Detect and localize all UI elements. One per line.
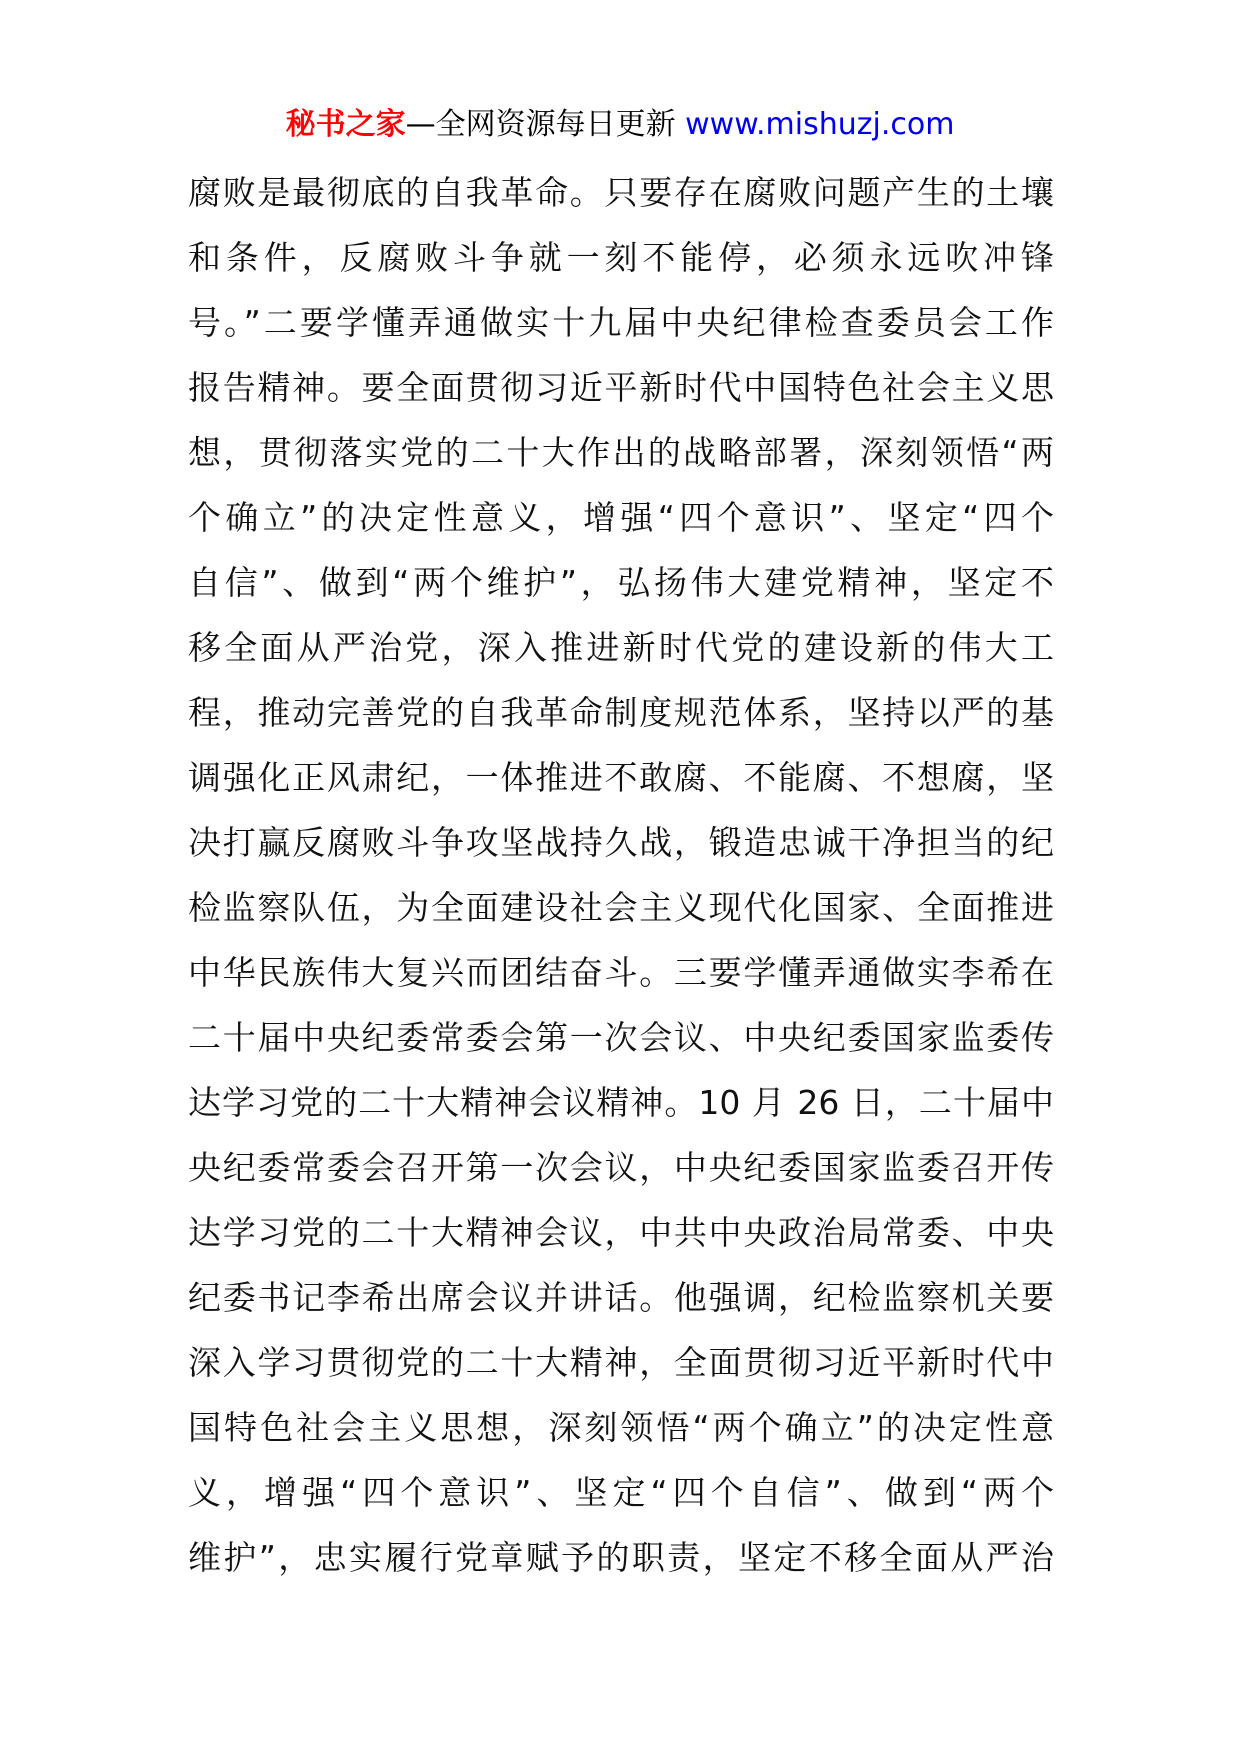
header-brand: 秘书之家 bbox=[285, 107, 406, 142]
text-line: 中华民族伟大复兴而团结奋斗。三要学懂弄通做实李希在 bbox=[188, 953, 1054, 992]
document-body bbox=[188, 160, 1054, 1590]
text-line: 二十届中央纪委常委会第一次会议、中央纪委国家监委传 bbox=[188, 1018, 1054, 1057]
text-line: 想，贯彻落实党的二十大作出的战略部署，深刻领悟“两 bbox=[188, 433, 1054, 472]
text-line: 纪委书记李希出席会议并讲话。他强调，纪检监察机关要 bbox=[188, 1278, 1054, 1317]
text-line: 维护”，忠实履行党章赋予的职责，坚定不移全面从严治 bbox=[188, 1538, 1054, 1577]
text-line: 检监察队伍，为全面建设社会主义现代化国家、全面推进 bbox=[188, 888, 1054, 927]
text-line: 深入学习贯彻党的二十大精神，全面贯彻习近平新时代中 bbox=[188, 1343, 1054, 1382]
header-tagline: —全网资源每日更新 bbox=[405, 107, 686, 142]
page-header bbox=[0, 103, 1240, 147]
text-line: 国特色社会主义思想，深刻领悟“两个确立”的决定性意 bbox=[188, 1408, 1054, 1447]
text-line: 腐败是最彻底的自我革命。只要存在腐败问题产生的土壤 bbox=[188, 173, 1054, 212]
text-line: 决打赢反腐败斗争攻坚战持久战，锻造忠诚干净担当的纪 bbox=[188, 823, 1054, 862]
text-line: 程，推动完善党的自我革命制度规范体系，坚持以严的基 bbox=[188, 693, 1054, 732]
text-line: 移全面从严治党，深入推进新时代党的建设新的伟大工 bbox=[188, 628, 1054, 667]
text-line: 义，增强“四个意识”、坚定“四个自信”、做到“两个 bbox=[188, 1473, 1054, 1512]
text-line: 个确立”的决定性意义，增强“四个意识”、坚定“四个 bbox=[188, 498, 1054, 537]
text-line: 央纪委常委会召开第一次会议，中央纪委国家监委召开传 bbox=[188, 1148, 1054, 1187]
text-line: 和条件，反腐败斗争就一刻不能停，必须永远吹冲锋 bbox=[188, 238, 1054, 277]
text-line: 自信”、做到“两个维护”，弘扬伟大建党精神，坚定不 bbox=[188, 563, 1054, 602]
text-line: 达学习党的二十大精神会议精神。10 月 26 日，二十届中 bbox=[188, 1083, 1054, 1122]
text-line: 报告精神。要全面贯彻习近平新时代中国特色社会主义思 bbox=[188, 368, 1054, 407]
header-url-link[interactable]: www.mishuzj.com bbox=[685, 107, 955, 142]
text-line: 达学习党的二十大精神会议，中共中央政治局常委、中央 bbox=[188, 1213, 1054, 1252]
text-line: 调强化正风肃纪，一体推进不敢腐、不能腐、不想腐，坚 bbox=[188, 758, 1054, 797]
text-line: 号。”二要学懂弄通做实十九届中央纪律检查委员会工作 bbox=[188, 303, 1054, 342]
